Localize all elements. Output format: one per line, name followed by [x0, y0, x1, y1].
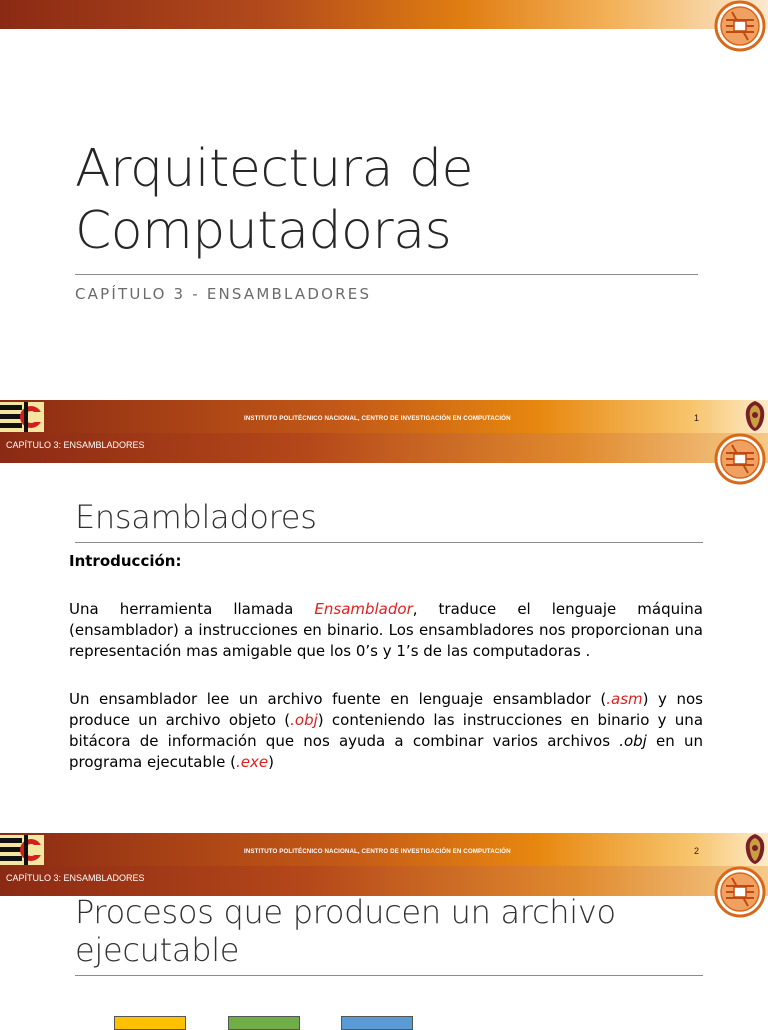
escom-logo-icon — [714, 0, 766, 52]
slide-heading: Ensambladores — [75, 498, 317, 536]
slide-heading: Procesos que producen un archivo ejecutable — [75, 893, 616, 969]
top-decorative-band — [0, 0, 768, 29]
ext-asm: .asm — [606, 690, 643, 708]
process-box-2 — [228, 1016, 300, 1030]
paragraph-assembler — [69, 689, 703, 773]
paragraph-intro — [69, 599, 703, 662]
ext-obj: .obj — [290, 711, 318, 729]
process-box-1 — [114, 1016, 186, 1030]
escom-logo-icon — [714, 866, 766, 918]
page-number: 1 — [694, 413, 700, 423]
process-box-3 — [341, 1016, 413, 1030]
footer-institution: INSTITUTO POLITÉCNICO NACIONAL, CENTRO DE INVESTIGACIÓN EN COMPUTACIÓN — [244, 848, 511, 855]
title-line-2: Computadoras — [75, 201, 452, 261]
text-run: , traduce el lenguaje máquina (ensamblador) a instrucciones en binario. Los ensambladores nos proporcionan una representación mas amigable que los 0’s y 1’s de las computadoras . — [69, 600, 703, 660]
ext-exe: .exe — [235, 753, 269, 771]
text-run: Una herramienta llamada — [69, 600, 315, 618]
presentation-subtitle: CAPÍTULO 3 - ENSAMBLADORES — [75, 285, 372, 303]
presentation-title — [75, 138, 695, 262]
text-run: ) y nos produce un archivo objeto ( — [69, 690, 704, 729]
page-number: 2 — [694, 846, 700, 856]
title-line-1: Arquitectura de — [75, 139, 474, 199]
ipn-logo-icon — [742, 833, 768, 865]
intro-label: Introducción: — [69, 552, 182, 570]
text-run: ) conteniendo las instrucciones en binario y una bitácora de información que nos ayuda a combinar varios archivos — [69, 711, 704, 750]
footer-institution: INSTITUTO POLITÉCNICO NACIONAL, CENTRO DE INVESTIGACIÓN EN COMPUTACIÓN — [244, 415, 511, 422]
cic-logo-icon — [0, 835, 44, 865]
ipn-logo-icon — [742, 400, 768, 432]
heading-divider — [75, 542, 703, 543]
title-divider — [75, 274, 698, 275]
heading-divider — [75, 975, 703, 976]
text-run: en un programa ejecutable ( — [69, 732, 703, 771]
ext-obj-plain: .obj — [619, 732, 647, 750]
text-run: Un ensamblador lee un archivo fuente en lenguaje ensamblador ( — [69, 690, 607, 708]
chapter-tag: CAPÍTULO 3: ENSAMBLADORES — [6, 873, 145, 883]
chapter-tag: CAPÍTULO 3: ENSAMBLADORES — [6, 440, 145, 450]
text-run: ) — [268, 753, 274, 771]
escom-logo-icon — [714, 433, 766, 485]
term-ensamblador: Ensamblador — [314, 600, 413, 618]
cic-logo-icon — [0, 402, 44, 432]
